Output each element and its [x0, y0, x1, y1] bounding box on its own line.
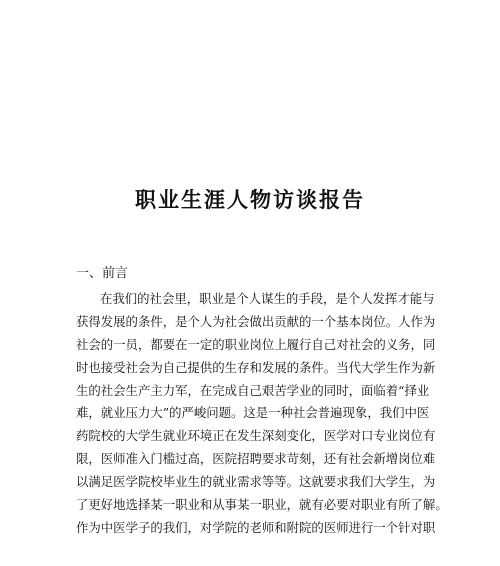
- paragraph-line: 时也接受社会为自己提供的生存和发展的条件。当代大学生作为新: [76, 359, 436, 375]
- preface-paragraph: [76, 288, 448, 540]
- paragraph-line: 难，就业压力大”的严峻问题。这是一种社会普遍现象，我们中医: [76, 405, 430, 421]
- paragraph-line: 限，医师准入门槛过高，医院招聘要求苛刻，还有社会新增岗位难: [76, 451, 436, 467]
- paragraph-line: 药院校的大学生就业环境正在发生深刻变化，医学对口专业岗位有: [76, 428, 436, 444]
- document-title: 职业生涯人物访谈报告: [135, 187, 365, 212]
- paragraph-line: 生的社会生产主力军，在完成自己艰苦学业的同时，面临着“择业: [76, 382, 430, 398]
- section-heading-preface: 一、前言: [76, 266, 129, 281]
- paragraph-line: 在我们的社会里，职业是个人谋生的手段，是个人发挥才能与: [100, 291, 435, 306]
- paragraph-line: 获得发展的条件，是个人为社会做出贡献的一个基本岗位。人作为: [76, 313, 436, 329]
- paragraph-line: 社会的一员，都要在一定的职业岗位上履行自己对社会的义务，同: [76, 336, 436, 352]
- paragraph-line: 了更好地选择某一职业和从事某一职业，就有必要对职业有所了解。: [76, 497, 448, 513]
- paragraph-line: 以满足医学院校毕业生的就业需求等等。这就要求我们大学生，为: [76, 474, 436, 490]
- paragraph-line: 作为中医学子的我们，对学院的老师和附院的医师进行一个针对职: [76, 519, 436, 535]
